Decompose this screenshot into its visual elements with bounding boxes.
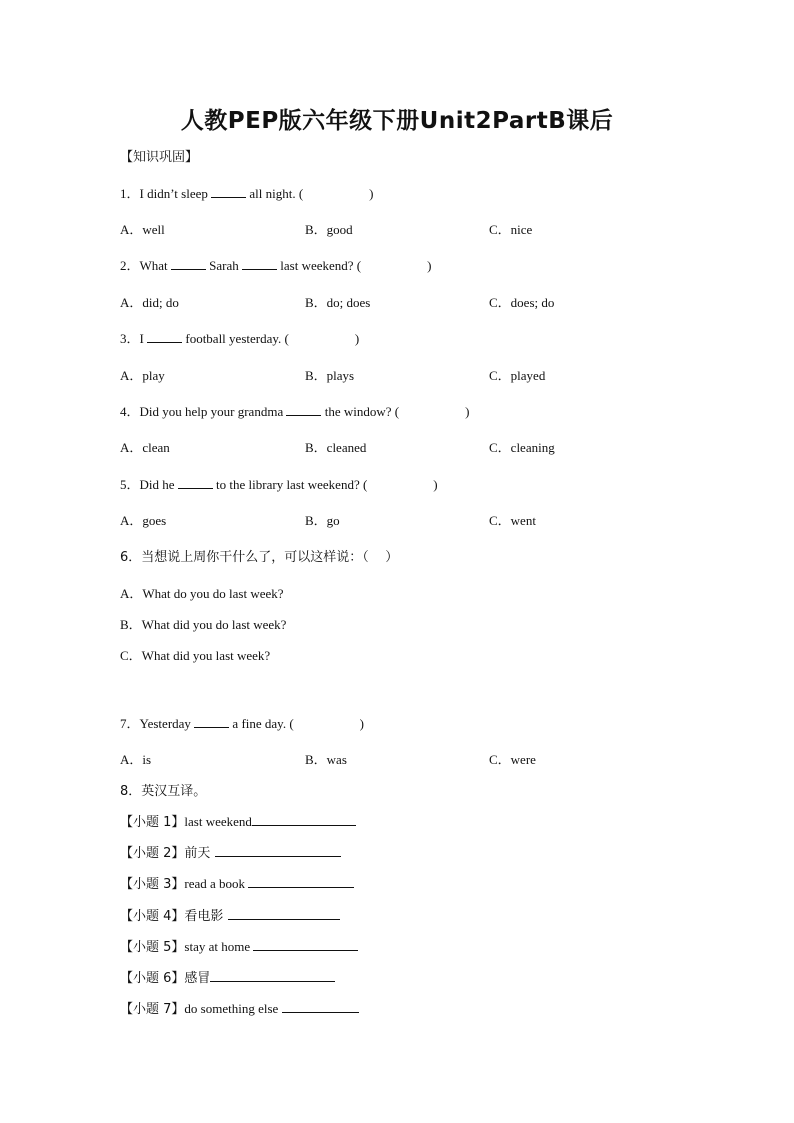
question-1 xyxy=(120,183,374,202)
sub-question-text: read a book xyxy=(184,876,249,891)
question-2 xyxy=(120,255,431,274)
answer-blank[interactable] xyxy=(171,258,206,270)
paren-close: ) xyxy=(359,716,365,731)
sub-question-text: 感冒 xyxy=(184,971,211,986)
sub-question-text: do something else xyxy=(184,1001,282,1016)
q5-option-a[interactable]: A．goes xyxy=(120,513,167,528)
question-text: a fine day. ( xyxy=(229,716,294,731)
question-text: to the library last weekend? ( xyxy=(212,477,368,492)
sub-question-tag: 【小题 2】 xyxy=(120,846,185,861)
question-number: 1． xyxy=(120,186,140,201)
question-8: 8．英汉互译。 xyxy=(120,784,207,799)
question-text: last weekend? ( xyxy=(277,258,362,273)
q3-option-a[interactable]: A．play xyxy=(120,368,165,383)
question-text: football yesterday. ( xyxy=(182,331,289,346)
q1-option-c[interactable]: C．nice xyxy=(489,222,533,237)
answer-blank[interactable] xyxy=(242,258,277,270)
question-6: 6．当想说上周你干什么了，可以这样说：（ ） xyxy=(120,550,399,565)
answer-blank[interactable] xyxy=(194,716,229,728)
paren-close: ) xyxy=(369,186,374,201)
sub-question-text: last weekend xyxy=(184,814,252,829)
sub-question-text: stay at home xyxy=(184,939,254,954)
question-text: Yesterday xyxy=(139,716,195,731)
q4-option-c[interactable]: C．cleaning xyxy=(489,440,555,455)
q6-option-a[interactable]: A．What do you do last week? xyxy=(120,586,284,601)
answer-blank[interactable] xyxy=(252,814,356,826)
question-number: 2． xyxy=(120,258,140,273)
answer-blank[interactable] xyxy=(253,939,358,951)
q3-option-b[interactable]: B．plays xyxy=(305,368,355,383)
question-number: 4． xyxy=(120,404,140,419)
paren-close: ) xyxy=(465,404,470,419)
sub-question-text: 看电影 xyxy=(184,909,228,924)
q7-option-a[interactable]: A．is xyxy=(120,752,152,767)
question-text: all night. ( xyxy=(246,186,304,201)
question-3 xyxy=(120,328,359,347)
question-text: What xyxy=(139,258,171,273)
q2-option-a[interactable]: A．did; do xyxy=(120,295,179,310)
q1-option-a[interactable]: A．well xyxy=(120,222,165,237)
q4-option-b[interactable]: B．cleaned xyxy=(305,440,367,455)
paren-close: ) xyxy=(427,258,432,273)
answer-blank[interactable] xyxy=(147,331,182,343)
answer-blank[interactable] xyxy=(211,186,246,198)
answer-blank[interactable] xyxy=(282,1001,359,1013)
sub-question-7 xyxy=(120,998,359,1017)
sub-question-6 xyxy=(120,967,335,986)
q3-option-c[interactable]: C．played xyxy=(489,368,546,383)
sub-question-tag: 【小题 7】 xyxy=(120,1002,185,1017)
sub-question-3 xyxy=(120,873,354,892)
q7-option-c[interactable]: C．were xyxy=(489,752,536,767)
answer-blank[interactable] xyxy=(210,970,335,982)
answer-blank[interactable] xyxy=(248,876,354,888)
answer-blank[interactable] xyxy=(228,908,340,920)
question-7 xyxy=(120,713,364,732)
sub-question-4 xyxy=(120,905,340,924)
q5-option-b[interactable]: B．go xyxy=(305,513,340,528)
q5-option-c[interactable]: C．went xyxy=(489,513,536,528)
section-heading: 【知识巩固】 xyxy=(120,150,199,165)
page-title: 人教PEP版六年级下册Unit2PartB课后 xyxy=(180,108,614,134)
sub-question-text: 前天 xyxy=(184,846,215,861)
sub-question-tag: 【小题 4】 xyxy=(120,909,185,924)
q7-option-b[interactable]: B．was xyxy=(305,752,347,767)
sub-question-tag: 【小题 5】 xyxy=(120,940,185,955)
question-text: I xyxy=(139,331,148,346)
paren-close: ) xyxy=(354,331,360,346)
question-number: 7． xyxy=(120,716,140,731)
q6-option-b[interactable]: B．What did you do last week? xyxy=(120,617,287,632)
q2-option-b[interactable]: B．do; does xyxy=(305,295,371,310)
q6-option-c[interactable]: C．What did you last week? xyxy=(120,648,271,663)
q4-option-a[interactable]: A．clean xyxy=(120,440,170,455)
paren-close: ) xyxy=(433,477,438,492)
answer-blank[interactable] xyxy=(286,404,321,416)
sub-question-tag: 【小题 3】 xyxy=(120,877,185,892)
question-text: Did you help your grandma xyxy=(139,404,287,419)
question-text: Did he xyxy=(139,477,178,492)
answer-blank[interactable] xyxy=(178,477,213,489)
question-number: 3． xyxy=(120,331,140,346)
question-text: the window? ( xyxy=(321,404,400,419)
sub-question-1 xyxy=(120,811,356,830)
question-number: 5． xyxy=(120,477,140,492)
q2-option-c[interactable]: C．does; do xyxy=(489,295,555,310)
q1-option-b[interactable]: B．good xyxy=(305,222,353,237)
answer-blank[interactable] xyxy=(215,845,341,857)
question-text: I didn’t sleep xyxy=(139,186,212,201)
sub-question-5 xyxy=(120,936,358,955)
sub-question-tag: 【小题 6】 xyxy=(120,971,185,986)
sub-question-2 xyxy=(120,842,341,861)
sub-question-tag: 【小题 1】 xyxy=(120,815,185,830)
question-4 xyxy=(120,401,469,420)
question-text: Sarah xyxy=(205,258,243,273)
question-5 xyxy=(120,474,438,493)
